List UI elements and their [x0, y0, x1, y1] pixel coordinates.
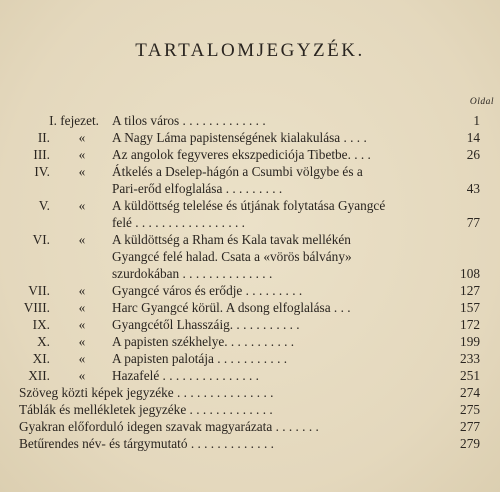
toc-entry — [0, 282, 500, 299]
chapter-number: IV. — [34, 164, 50, 179]
appendix-entry — [0, 418, 500, 435]
chapter-number: V. — [38, 198, 50, 213]
page-number: 199 — [460, 334, 480, 349]
ditto-mark: « — [78, 368, 86, 383]
ditto-mark: « — [78, 283, 86, 298]
appendix-entry — [0, 401, 500, 418]
toc-entry — [0, 146, 500, 163]
appendix-title: Gyakran előforduló idegen szavak magyarázata . . . . . . . — [19, 419, 319, 434]
chapter-number: XI. — [32, 351, 50, 366]
chapter-title-line: Az angolok fegyveres ekszpediciója Tibetbe. . . . — [112, 147, 371, 162]
page-column-label: Oldal — [469, 97, 494, 107]
chapter-title-line: A papisten székhelye. . . . . . . . . . . — [112, 334, 295, 349]
ditto-mark: « — [78, 317, 86, 332]
page-number: 1 — [473, 113, 480, 128]
page-number: 277 — [460, 419, 480, 434]
ditto-mark: « — [78, 334, 86, 349]
chapter-title-line: Hazafelé . . . . . . . . . . . . . . . — [112, 368, 259, 383]
toc-entry — [0, 231, 500, 282]
appendix-entry — [0, 435, 500, 452]
ditto-mark: « — [78, 130, 86, 145]
chapter-title-line: A küldöttség a Rham és Kala tavak mellékén — [112, 232, 351, 247]
chapter-title — [112, 316, 434, 333]
ditto-mark: « — [78, 164, 86, 179]
chapter-number: X. — [37, 334, 50, 349]
page-number: 108 — [460, 266, 480, 281]
table-of-contents — [0, 112, 500, 452]
page-number: 127 — [460, 283, 480, 298]
chapter-title-line: A Nagy Láma papistenségének kialakulása . . . . — [112, 130, 367, 145]
page-number: 233 — [460, 351, 480, 366]
chapter-title-line: Pari-erőd elfoglalása . . . . . . . . . — [112, 181, 283, 196]
toc-entry — [0, 299, 500, 316]
page-number: 275 — [460, 402, 480, 417]
chapter-title — [112, 146, 434, 163]
ditto-mark: « — [78, 147, 86, 162]
page-number: 43 — [466, 181, 480, 196]
page-number: 251 — [460, 368, 480, 383]
chapter-number: XII. — [28, 368, 50, 383]
page-number: 172 — [460, 317, 480, 332]
toc-entry — [0, 197, 500, 231]
page-number: 274 — [460, 385, 480, 400]
chapter-title — [112, 129, 434, 146]
toc-entry — [0, 129, 500, 146]
chapter-title-line: Gyangcé város és erődje . . . . . . . . . — [112, 283, 303, 298]
appendix-title: Táblák és mellékletek jegyzéke . . . . . . . . . . . . . — [19, 402, 273, 417]
chapter-title — [112, 112, 434, 129]
chapter-title-line: Gyangcétől Lhasszáig. . . . . . . . . . . — [112, 317, 300, 332]
page-title: TARTALOMJEGYZÉK. — [135, 40, 365, 61]
chapter-number: VII. — [28, 283, 50, 298]
chapter-title-line: A papisten palotája . . . . . . . . . . . — [112, 351, 288, 366]
page-number: 157 — [460, 300, 480, 315]
chapter-title-line: Gyangcé felé halad. Csata a «vörös bálvány» — [112, 249, 352, 264]
chapter-title — [112, 163, 434, 197]
chapter-number: III. — [33, 147, 50, 162]
toc-entry — [0, 367, 500, 384]
appendix-title: Betűrendes név- és tárgymutató . . . . . . . . . . . . . — [19, 436, 274, 451]
toc-entry — [0, 350, 500, 367]
chapter-title — [112, 350, 434, 367]
page-number: 26 — [466, 147, 480, 162]
chapter-number: IX. — [32, 317, 50, 332]
toc-entry — [0, 333, 500, 350]
chapter-title — [112, 367, 434, 384]
chapter-title-line: Átkelés a Dselep-hágón a Csumbi völgybe és a — [112, 164, 363, 179]
ditto-mark: « — [78, 232, 86, 247]
chapter-title — [112, 333, 434, 350]
ditto-mark: « — [78, 351, 86, 366]
chapter-number: II. — [37, 130, 50, 145]
page-number: 77 — [466, 215, 480, 230]
toc-entry — [0, 316, 500, 333]
chapter-title — [112, 299, 434, 316]
appendix-entry — [0, 384, 500, 401]
chapter-title-line: A tilos város . . . . . . . . . . . . . — [112, 113, 266, 128]
toc-entry — [0, 163, 500, 197]
chapter-title-line: A küldöttség telelése és útjának folytatása Gyangcé — [112, 198, 386, 213]
chapter-title-line: felé . . . . . . . . . . . . . . . . . — [112, 215, 245, 230]
chapter-title — [112, 197, 434, 231]
chapter-title-line: szurdokában . . . . . . . . . . . . . . — [112, 266, 273, 281]
appendix-title: Szöveg közti képek jegyzéke . . . . . . . . . . . . . . . — [19, 385, 274, 400]
chapter-number: I. fejezet. — [49, 113, 99, 128]
page-number: 279 — [460, 436, 480, 451]
toc-entry — [0, 112, 500, 129]
chapter-title — [112, 231, 434, 282]
chapter-title — [112, 282, 434, 299]
ditto-mark: « — [78, 300, 86, 315]
page-number: 14 — [466, 130, 480, 145]
chapter-number: VIII. — [23, 300, 50, 315]
chapter-number: VI. — [32, 232, 50, 247]
chapter-title-line: Harc Gyangcé körül. A dsong elfoglalása . . . — [112, 300, 351, 315]
ditto-mark: « — [78, 198, 86, 213]
